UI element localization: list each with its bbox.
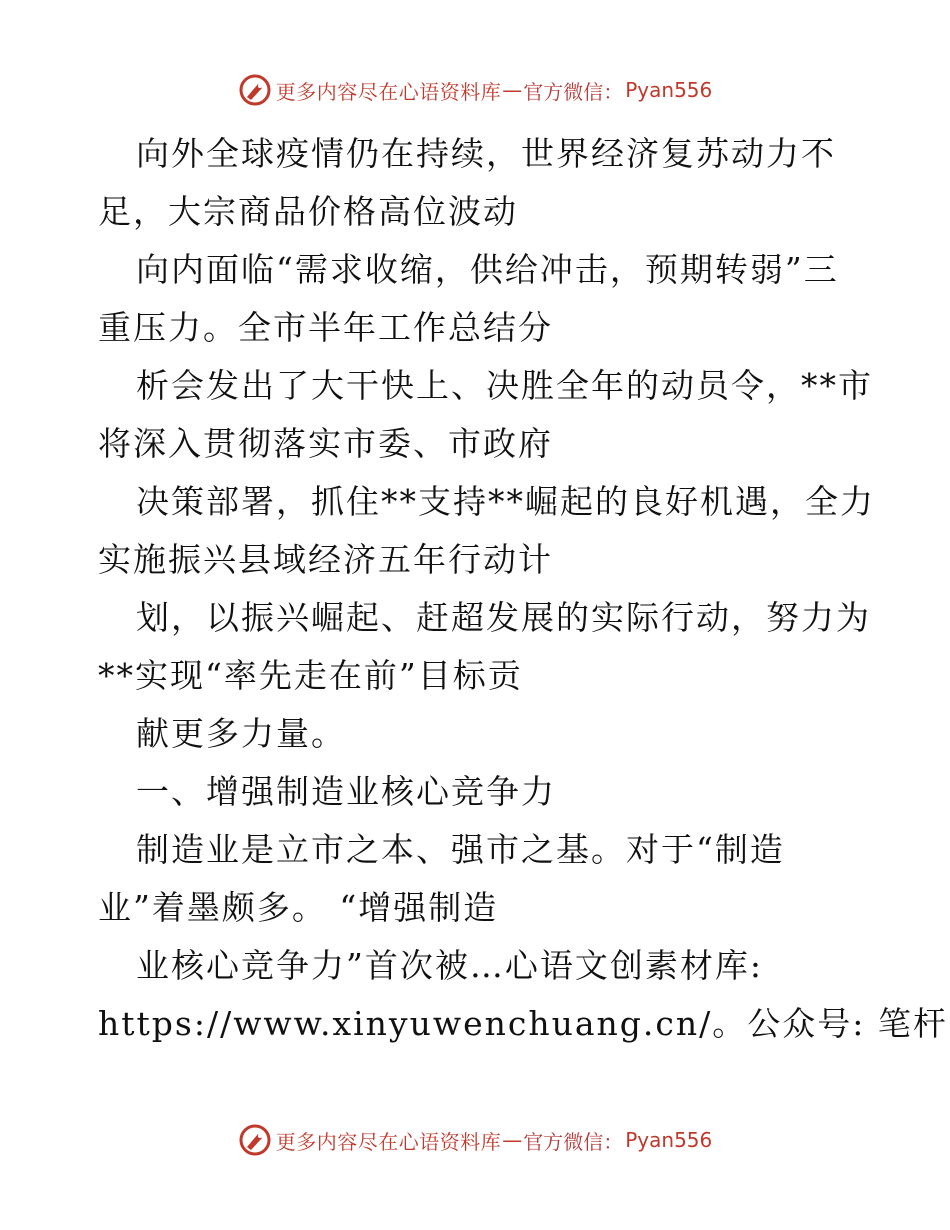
paragraph-line: 业”着墨颇多。 “增强制造 <box>98 888 499 927</box>
banner-text: 更多内容尽在心语资料库 <box>275 79 502 104</box>
paragraph-line: 献更多力量。 <box>136 714 346 753</box>
banner-official-label: 官方微信： <box>523 79 624 104</box>
url-line: https://www.xinyuwenchuang.cn/。公众号: 笔杆 <box>98 1004 948 1043</box>
paragraph-line: 足，大宗商品价格高位波动 <box>98 192 518 231</box>
banner-official-label: 官方微信： <box>523 1129 624 1154</box>
paragraph-line: 向内面临“需求收缩，供给冲击，预期转弱”三 <box>136 250 839 289</box>
banner-text: 更多内容尽在心语资料库 <box>275 1129 502 1154</box>
paragraph-line: 将深入贯彻落实市委、市政府 <box>98 424 553 463</box>
paragraph-line: 向外全球疫情仍在持续，世界经济复苏动力不 <box>136 134 836 173</box>
banner-wechat-id: Pyan556 <box>625 1128 713 1152</box>
header-banner <box>0 70 950 110</box>
banner-dash: — <box>502 1128 523 1152</box>
paragraph-line: 业核心竞争力”首次被…心语文创素材库: <box>136 946 763 985</box>
banner-dash: — <box>502 78 523 102</box>
paragraph-line: 决策部署，抓住**支持**崛起的良好机遇，全力 <box>136 482 875 521</box>
banner-wechat-id: Pyan556 <box>625 78 713 102</box>
document-body <box>98 125 948 1053</box>
section-heading: 一、增强制造业核心竞争力 <box>136 772 556 811</box>
paragraph-line: 重压力。全市半年工作总结分 <box>98 308 553 347</box>
paragraph-line: 实施振兴县域经济五年行动计 <box>98 540 553 579</box>
paragraph-line: 制造业是立市之本、强市之基。对于“制造 <box>136 830 785 869</box>
footer-banner <box>0 1120 950 1160</box>
paragraph-line: 析会发出了大干快上、决胜全年的动员令，**市 <box>136 366 873 405</box>
pen-nib-logo-icon <box>238 73 272 107</box>
paragraph-line: 划，以振兴崛起、赶超发展的实际行动，努力为 <box>136 598 871 637</box>
pen-nib-logo-icon <box>238 1123 272 1157</box>
paragraph-line: **实现“率先走在前”目标贡 <box>98 656 523 695</box>
